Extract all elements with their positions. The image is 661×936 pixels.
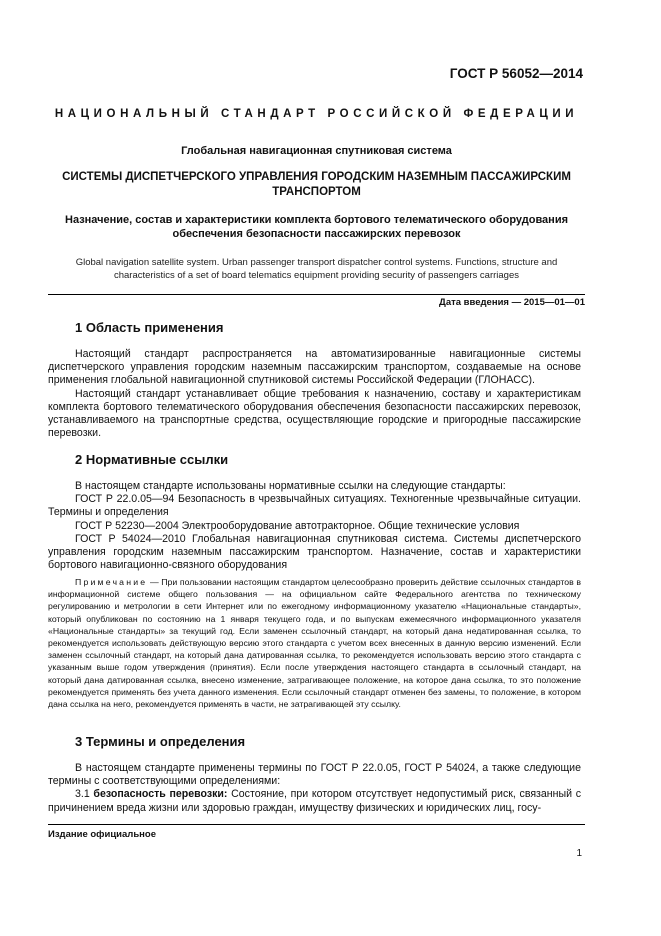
footer-divider [48,824,585,825]
section-2-body [48,480,581,572]
document-code: ГОСТ Р 56052—2014 [449,66,583,81]
paragraph: В настоящем стандарте применены термины по ГОСТ Р 22.0.05, ГОСТ Р 54024, а также следующие термины с соответствующими определениями: [48,762,581,788]
reference-item: ГОСТ Р 52230—2004 Электрооборудование автотракторное. Общие технические условия [75,519,520,532]
section-3-heading: 3 Термины и определения [75,734,246,749]
system-title: Глобальная навигационная спутниковая система [181,145,452,157]
section-2-note [48,576,581,710]
term-definition [48,788,581,814]
paragraph: В настоящем стандарте использованы нормативные ссылки на следующие стандарты: [75,480,506,492]
note-text: — При пользовании настоящим стандартом целесообразно проверить действие ссылочных стандартов в информационной системе общего пользования — на официальном сайте Федерального агентства по техническому регулированию и метрологии в сети Интернет или по ежегодному информационному указателю «Национальные стандарты», который опубликован по состоянию на 1 января текущего года, и по выпускам ежемесячного информационного указателя «Национальные стандарты» за текущий год. Если заменен ссылочный стандарт, на который дана недатированная ссылка, то рекомендуется использовать действующую версию этого стандарта с учетом всех внесенных в данную версию изменений. Если заменен ссылочный стандарт, на который дана датированная ссылка, то рекомендуется использовать версию этого стандарта с указанным выше годом утверждения (принятия). Если после утверждения настоящего стандарта в ссылочный стандарт, на который дана датированная ссылка, внесено изменение, затрагивающее положение, на которое дана ссылка, то это положение рекомендуется применять без учета данного изменения. Если ссылочный стандарт отменен без замены, то положение, в котором дана ссылка на него, рекомендуется применять в части, не затрагивающей эту ссылку. [48,577,581,710]
section-1-heading: 1 Область применения [75,320,224,335]
reference-item: ГОСТ Р 22.0.05—94 Безопасность в чрезвычайных ситуациях. Техногенные чрезвычайные ситуации. Термины и определения [48,493,581,519]
section-2-heading: 2 Нормативные ссылки [75,452,229,467]
section-1-body [48,348,581,440]
section-3-body [48,762,581,815]
title-divider [48,294,585,295]
paragraph: Настоящий стандарт распространяется на автоматизированные навигационные системы диспетчерского управления городским наземным пассажирским транспортом, создаваемые на основе применения глобальной навигационной спутниковой системы Российской Федерации (ГЛОНАСС). [48,348,581,387]
note-label: Примечание [75,577,148,587]
term-number: 3.1 [75,788,94,801]
page-number: 1 [576,848,582,859]
paragraph: Настоящий стандарт устанавливает общие требования к назначению, составу и характеристикам комплекта бортового телематического оборудования обеспечения безопасности пассажирских перевозок, устанавливаемого на транспортные средства, осуществляющие городские и пригородные пассажирские перевозки. [48,387,581,440]
english-title: Global navigation satellite system. Urban passenger transport dispatcher control systems. Functions, structure and characteristics of a set of board telematics equipment providing security of passengers carriages [75,257,558,281]
subtitle: Назначение, состав и характеристики комплекта бортового телематического оборудования обеспечения безопасности пассажирских перевозок [65,214,568,240]
official-edition-label: Издание официальное [48,829,156,840]
introduction-date: Дата введения — 2015—01—01 [439,297,585,308]
main-title: СИСТЕМЫ ДИСПЕТЧЕРСКОГО УПРАВЛЕНИЯ ГОРОДСКИМ НАЗЕМНЫМ ПАССАЖИРСКИМ ТРАНСПОРТОМ [62,171,571,198]
reference-item: ГОСТ Р 54024—2010 Глобальная навигационная спутниковая система. Системы диспетчерского управления городским наземным пассажирским транспортом. Назначение, состав и характеристики бортового навигационно-связного оборудования [48,532,581,572]
national-standard-banner: НАЦИОНАЛЬНЫЙ СТАНДАРТ РОССИЙСКОЙ ФЕДЕРАЦИИ [54,108,579,120]
term-text: Состояние, при котором отсутствует недопустимый риск, связанный с причинением вреда жизни или здоровью граждан, имуществу физических и юридических лиц, госу- [48,788,582,814]
term-name: безопасность перевозки: [93,788,228,801]
